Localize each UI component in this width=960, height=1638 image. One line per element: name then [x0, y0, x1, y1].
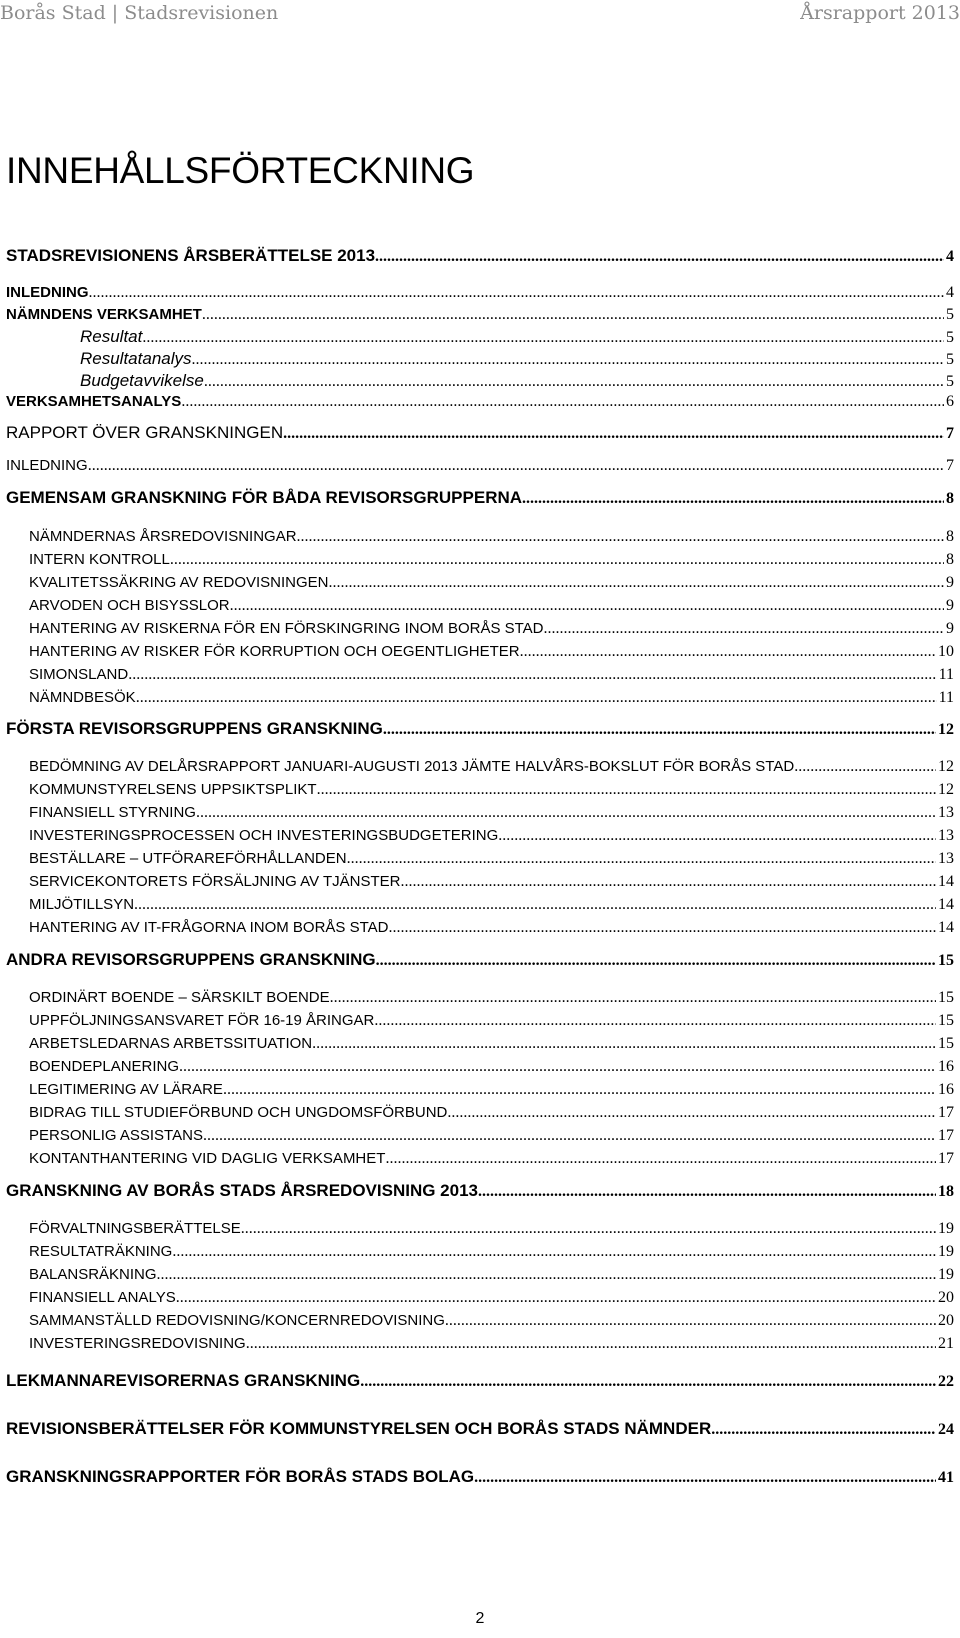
toc-leader: [317, 781, 936, 799]
toc-leader: [347, 850, 936, 868]
toc-entry[interactable]: [6, 1419, 954, 1439]
toc-page: 8: [946, 551, 954, 568]
toc-label: INLEDNING: [6, 284, 89, 301]
toc-leader: [283, 425, 944, 443]
toc-leader: [329, 574, 944, 592]
toc-leader: [204, 373, 944, 391]
toc-page: 17: [938, 1127, 954, 1144]
toc-entry[interactable]: [80, 327, 954, 347]
toc-entry[interactable]: [6, 1371, 954, 1391]
toc-label: KVALITETSSÄKRING AV REDOVISNINGEN: [29, 574, 329, 591]
toc-leader: [330, 989, 936, 1007]
toc-label: ORDINÄRT BOENDE – SÄRSKILT BOENDE: [29, 989, 330, 1006]
toc-page: 6: [946, 393, 954, 410]
toc-leader: [383, 721, 936, 739]
toc-page: 41: [938, 1469, 954, 1486]
toc-entry[interactable]: [29, 827, 954, 845]
toc-label: KONTANTHANTERING VID DAGLIG VERKSAMHET: [29, 1150, 386, 1167]
toc-leader: [375, 248, 944, 266]
toc-page: 16: [938, 1058, 954, 1075]
toc-page: 15: [938, 989, 954, 1006]
toc-label: BALANSRÄKNING: [29, 1266, 157, 1283]
toc-label: HANTERING AV RISKER FÖR KORRUPTION OCH OEGENTLIGHETER: [29, 643, 520, 660]
toc-entry[interactable]: [29, 1150, 954, 1168]
toc-entry[interactable]: [29, 1104, 954, 1122]
toc-page: 24: [938, 1421, 954, 1438]
toc-leader: [241, 1220, 936, 1238]
toc-leader: [136, 689, 937, 707]
toc-entry[interactable]: [29, 1058, 954, 1076]
toc-leader: [711, 1421, 936, 1439]
toc-leader: [400, 873, 936, 891]
toc-entry[interactable]: [6, 284, 954, 302]
toc-leader: [312, 1035, 936, 1053]
header-right: Årsrapport 2013: [800, 2, 960, 24]
toc-label: UPPFÖLJNINGSANSVARET FÖR 16-19 ÅRINGAR: [29, 1012, 375, 1029]
toc-label: INLEDNING: [6, 457, 88, 474]
toc-entry[interactable]: [6, 719, 954, 739]
toc-page: 7: [946, 457, 954, 474]
toc-entry[interactable]: [80, 371, 954, 391]
toc-label: FINANSIELL ANALYS: [29, 1289, 176, 1306]
toc-leader: [202, 306, 944, 324]
toc-leader: [170, 551, 944, 569]
toc-leader: [360, 1373, 936, 1391]
toc-entry[interactable]: [29, 1335, 954, 1353]
toc-label: GEMENSAM GRANSKNING FÖR BÅDA REVISORSGRUPPERNA: [6, 488, 523, 507]
toc-label: KOMMUNSTYRELSENS UPPSIKTSPLIKT: [29, 781, 317, 798]
toc-entry[interactable]: [29, 804, 954, 822]
toc-entry[interactable]: [29, 1243, 954, 1261]
toc-page: 5: [946, 373, 954, 390]
toc-entry[interactable]: [29, 643, 954, 661]
toc-page: 8: [946, 490, 954, 507]
toc-label: LEGITIMERING AV LÄRARE: [29, 1081, 223, 1098]
toc-page: 13: [938, 804, 954, 821]
toc-entry[interactable]: [29, 1127, 954, 1145]
toc-entry[interactable]: [80, 349, 954, 369]
toc-leader: [223, 1081, 936, 1099]
toc-entry[interactable]: [6, 423, 954, 443]
toc-label: INTERN KONTROLL: [29, 551, 170, 568]
toc-leader: [142, 329, 944, 347]
toc-leader: [794, 758, 936, 776]
toc-label: FINANSIELL STYRNING: [29, 804, 196, 821]
toc-label: ANDRA REVISORSGRUPPENS GRANSKNING: [6, 950, 376, 969]
toc-label: BESTÄLLARE – UTFÖRAREFÖRHÅLLANDEN: [29, 850, 347, 867]
toc-entry[interactable]: [29, 1266, 954, 1284]
toc-entry[interactable]: [29, 574, 954, 592]
toc-label: SAMMANSTÄLLD REDOVISNING/KONCERNREDOVISNING: [29, 1312, 445, 1329]
toc-leader: [445, 1312, 936, 1330]
toc-entry[interactable]: [6, 306, 954, 324]
toc-label: MILJÖTILLSYN: [29, 896, 135, 913]
toc-label: REVISIONSBERÄTTELSER FÖR KOMMUNSTYRELSEN OCH BORÅS STADS NÄMNDER: [6, 1419, 712, 1438]
toc-page: 15: [938, 1012, 954, 1029]
toc-entry[interactable]: [6, 457, 954, 475]
toc-page: 12: [938, 721, 954, 738]
toc-leader: [374, 1012, 936, 1030]
toc-entry[interactable]: [29, 919, 954, 937]
toc-leader: [176, 1289, 936, 1307]
toc-leader: [88, 457, 944, 475]
toc-page: 15: [938, 1035, 954, 1052]
toc-page: 13: [938, 850, 954, 867]
toc-entry[interactable]: [29, 620, 954, 638]
toc-entry[interactable]: [29, 1312, 954, 1330]
toc-page: 15: [938, 952, 954, 969]
toc-label: NÄMNDENS VERKSAMHET: [6, 306, 202, 323]
toc-entry[interactable]: [29, 666, 954, 684]
toc-label: INVESTERINGSPROCESSEN OCH INVESTERINGSBUDGETERING: [29, 827, 499, 844]
toc-leader: [474, 1469, 936, 1487]
toc-entry[interactable]: [29, 1035, 954, 1053]
toc-page: 14: [938, 896, 954, 913]
toc-page: 19: [938, 1243, 954, 1260]
toc-leader: [179, 1058, 936, 1076]
toc-page: 5: [946, 351, 954, 368]
toc-leader: [498, 827, 936, 845]
toc-leader: [181, 393, 944, 411]
toc-entry[interactable]: [29, 781, 954, 799]
toc-leader: [478, 1183, 936, 1201]
toc-label: BEDÖMNING AV DELÅRSRAPPORT JANUARI-AUGUSTI 2013 JÄMTE HALVÅRS-BOKSLUT FÖR BORÅS STAD: [29, 758, 795, 775]
toc-entry[interactable]: [29, 1012, 954, 1030]
toc-entry[interactable]: [29, 758, 954, 776]
toc-page: 4: [946, 284, 954, 301]
toc-label: BIDRAG TILL STUDIEFÖRBUND OCH UNGDOMSFÖRBUND: [29, 1104, 448, 1121]
toc-leader: [230, 597, 944, 615]
toc-page: 5: [946, 329, 954, 346]
toc-page: 4: [946, 248, 954, 265]
toc-label: BOENDEPLANERING: [29, 1058, 180, 1075]
toc-page: 14: [938, 919, 954, 936]
toc-label: GRANSKNING AV BORÅS STADS ÅRSREDOVISNING 2013: [6, 1181, 478, 1200]
toc-label: Resultat: [80, 327, 143, 346]
toc-page: 13: [938, 827, 954, 844]
toc-label: SERVICEKONTORETS FÖRSÄLJNING AV TJÄNSTER: [29, 873, 401, 890]
toc-leader: [157, 1266, 936, 1284]
toc-leader: [172, 1243, 936, 1261]
toc-page: 14: [938, 873, 954, 890]
toc-entry[interactable]: [6, 1467, 954, 1487]
toc-entry[interactable]: [6, 950, 954, 970]
toc-entry[interactable]: [29, 873, 954, 891]
toc-page: 12: [938, 758, 954, 775]
toc-entry[interactable]: [29, 1289, 954, 1307]
toc-label: LEKMANNAREVISORERNAS GRANSKNING: [6, 1371, 361, 1390]
toc-leader: [134, 896, 936, 914]
toc-entry[interactable]: [29, 850, 954, 868]
toc-leader: [297, 528, 944, 546]
toc-label: SIMONSLAND: [29, 666, 129, 683]
toc-label: Budgetavvikelse: [80, 371, 204, 390]
toc-leader: [376, 952, 936, 970]
toc-leader: [389, 919, 937, 937]
toc-page: 20: [938, 1312, 954, 1329]
header-left: Borås Stad | Stadsrevisionen: [0, 2, 279, 24]
toc-page: 8: [946, 528, 954, 545]
toc-entry[interactable]: [29, 989, 954, 1007]
toc-page: 19: [938, 1266, 954, 1283]
toc-label: Resultatanalys: [80, 349, 192, 368]
toc-page: 9: [946, 620, 954, 637]
toc-entry[interactable]: [6, 1181, 954, 1201]
toc-label: PERSONLIG ASSISTANS: [29, 1127, 203, 1144]
toc-page: 21: [938, 1335, 954, 1352]
toc-page: 19: [938, 1220, 954, 1237]
toc-page: 11: [938, 666, 954, 683]
toc-page: 9: [946, 597, 954, 614]
toc-page: 10: [938, 643, 954, 660]
toc-label: NÄMNDBESÖK: [29, 689, 136, 706]
toc-leader: [522, 490, 944, 508]
toc-page: 12: [938, 781, 954, 798]
toc-page: 9: [946, 574, 954, 591]
toc-leader: [447, 1104, 936, 1122]
toc-entry[interactable]: [29, 1081, 954, 1099]
toc-entry[interactable]: [29, 528, 954, 546]
toc-leader: [544, 620, 944, 638]
toc-page: 7: [946, 425, 954, 442]
toc-label: INVESTERINGSREDOVISNING: [29, 1335, 246, 1352]
toc-label: RAPPORT ÖVER GRANSKNINGEN: [6, 423, 284, 442]
toc-page: 5: [946, 306, 954, 323]
toc-entry[interactable]: [29, 896, 954, 914]
toc-leader: [192, 351, 944, 369]
page-number: 2: [475, 1610, 485, 1627]
toc-entry[interactable]: [6, 488, 954, 508]
toc-entry[interactable]: [6, 393, 954, 411]
toc-entry[interactable]: [29, 597, 954, 615]
toc-entry[interactable]: [29, 689, 954, 707]
toc-label: HANTERING AV RISKERNA FÖR EN FÖRSKINGRING INOM BORÅS STAD: [29, 620, 544, 637]
toc-entry[interactable]: [29, 551, 954, 569]
toc-leader: [385, 1150, 936, 1168]
toc-label: NÄMNDERNAS ÅRSREDOVISNINGAR: [29, 528, 297, 545]
toc-label: FÖRVALTNINGSBERÄTTELSE: [29, 1220, 241, 1237]
toc-page: 22: [938, 1373, 954, 1390]
toc-entry[interactable]: [29, 1220, 954, 1238]
toc-leader: [246, 1335, 936, 1353]
toc-label: GRANSKNINGSRAPPORTER FÖR BORÅS STADS BOLAG: [6, 1467, 475, 1486]
toc-label: STADSREVISIONENS ÅRSBERÄTTELSE 2013: [6, 246, 376, 265]
toc-leader: [203, 1127, 936, 1145]
toc-page: 16: [938, 1081, 954, 1098]
toc-label: HANTERING AV IT-FRÅGORNA INOM BORÅS STAD: [29, 919, 389, 936]
toc-leader: [128, 666, 936, 684]
toc-page: 20: [938, 1289, 954, 1306]
toc-label: ARBETSLEDARNAS ARBETSSITUATION: [29, 1035, 313, 1052]
toc-page: 18: [938, 1183, 954, 1200]
page-title: INNEHÅLLSFÖRTECKNING: [6, 150, 475, 191]
toc-leader: [196, 804, 936, 822]
toc-label: RESULTATRÄKNING: [29, 1243, 173, 1260]
toc-leader: [520, 643, 936, 661]
toc-page: 11: [938, 689, 954, 706]
toc-page: 17: [938, 1150, 954, 1167]
toc-label: VERKSAMHETSANALYS: [6, 393, 182, 410]
toc-page: 17: [938, 1104, 954, 1121]
toc-label: ARVODEN OCH BISYSSLOR: [29, 597, 230, 614]
toc-label: FÖRSTA REVISORSGRUPPENS GRANSKNING: [6, 719, 383, 738]
toc-leader: [89, 284, 945, 302]
toc-entry[interactable]: [6, 246, 954, 266]
